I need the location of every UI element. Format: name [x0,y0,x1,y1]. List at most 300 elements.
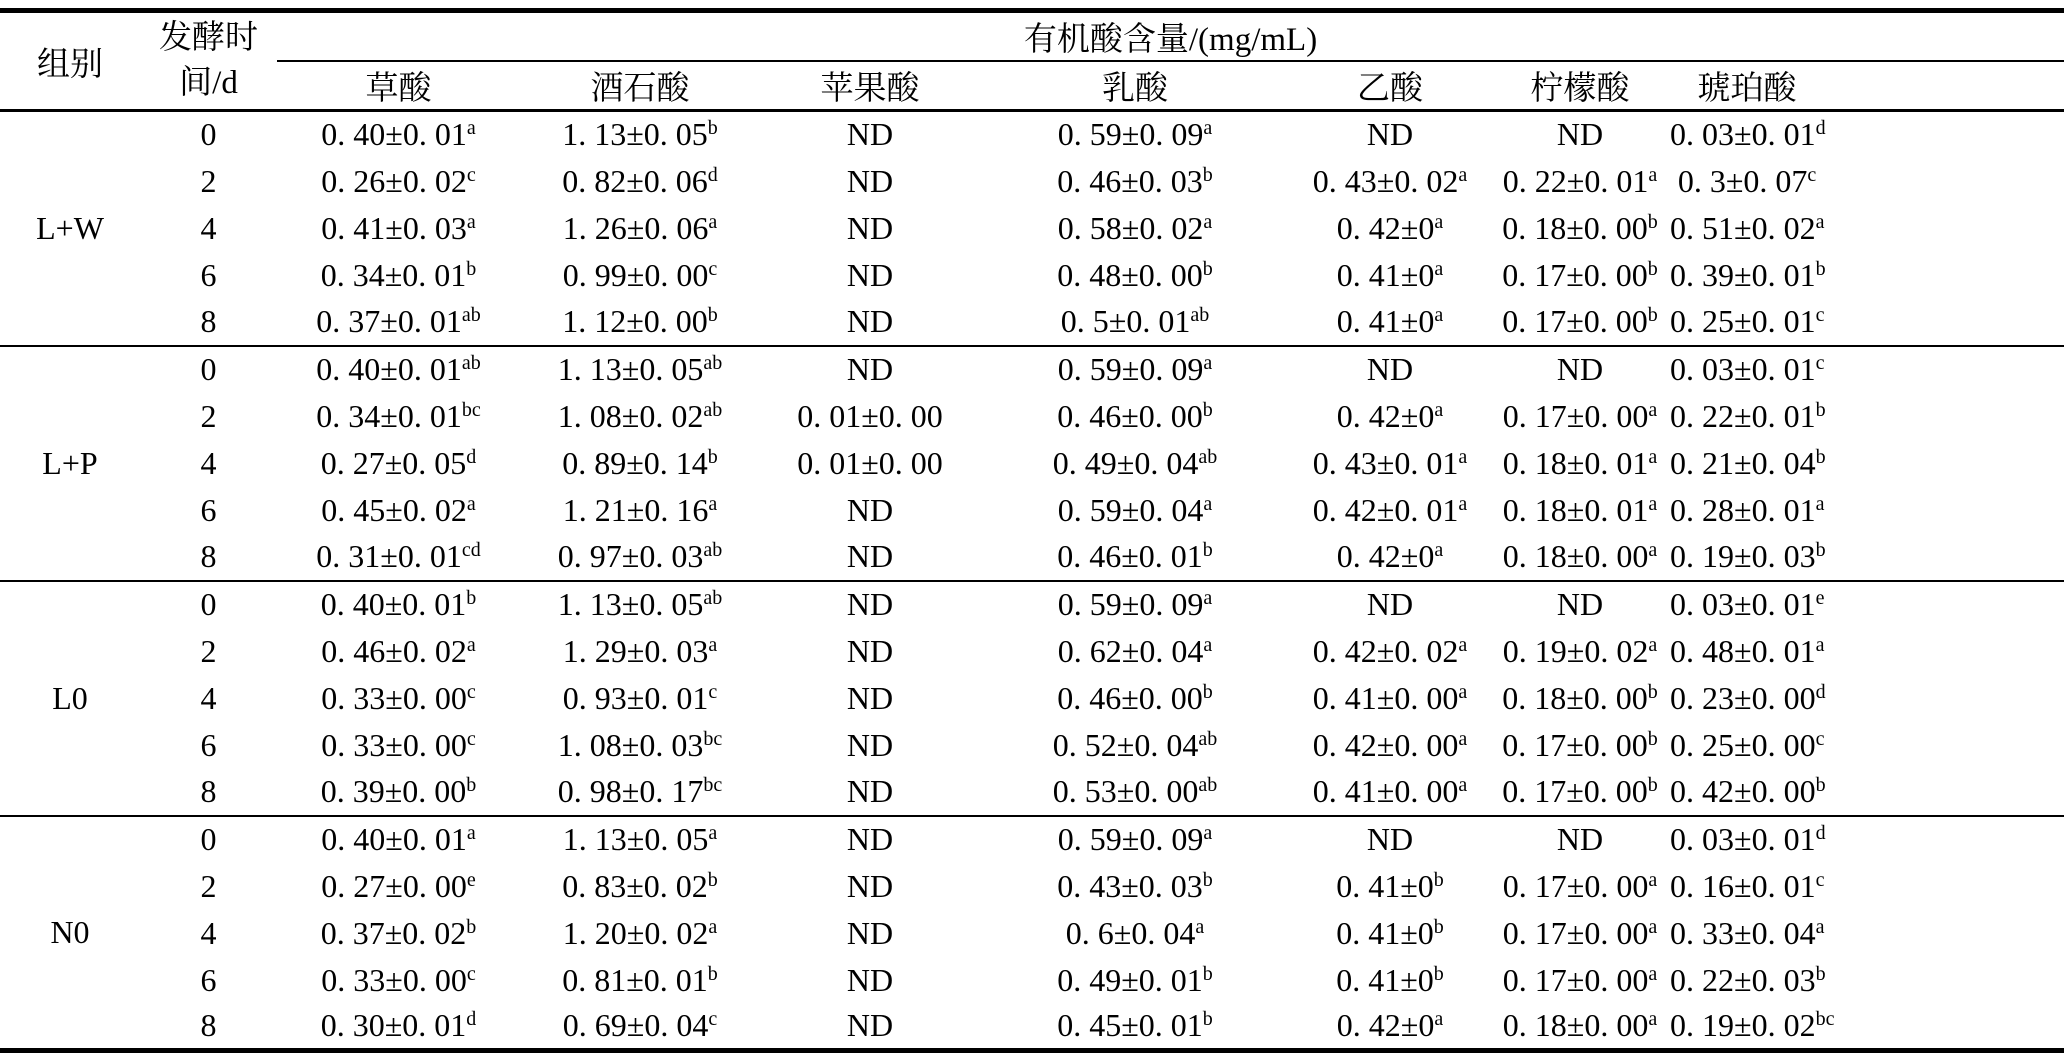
acid-value-cell [1290,252,1490,299]
acid-value-cell [1490,346,1670,393]
significance-letter: a [1434,210,1444,233]
acid-value: 0. 03±0. 01 [1670,586,1816,622]
significance-letter: a [708,492,718,515]
significance-letter: a [1203,117,1213,140]
acid-value: 0. 3±0. 07 [1677,162,1808,199]
significance-letter: b [1202,868,1213,891]
acid-header-tartaric: 酒石酸 [520,61,760,111]
fermentation-day: 2 [200,867,217,904]
significance-letter: a [466,117,476,140]
acid-value-cell [1290,1004,1490,1051]
acid-value-cell [760,393,980,440]
acid-value-cell [520,722,760,769]
significance-letter: a [1648,915,1658,938]
acid-value: 1. 26±0. 06 [562,209,709,246]
acid-value: 0. 89±0. 14 [562,444,708,481]
acid-value-cell [980,534,1290,581]
acid-value: 0. 40±0. 01 [316,351,462,387]
significance-letter: c [1815,868,1825,891]
significance-letter: ab [1190,304,1210,326]
acid-value-cell [520,863,760,910]
significance-letter: b [1202,1008,1213,1031]
acid-value: ND [846,914,894,951]
significance-letter: ab [703,352,723,374]
acid-value-cell [520,1004,760,1051]
table-row [0,252,2064,299]
acid-value: ND [846,1007,894,1044]
group-column-header: 组别 [0,11,140,111]
acid-value-cell [1490,628,1670,675]
acid-value: 0. 42±0. 00 [1312,726,1459,763]
acid-value-cell [1290,205,1490,252]
significance-letter: b [1202,680,1213,703]
acid-value: 0. 40±0. 01 [321,821,467,857]
acid-value-cell [1290,910,1490,957]
significance-letter: a [1434,398,1444,421]
acid-value-cell [277,863,520,910]
acid-value-cell [520,487,760,534]
acid-value-cell [277,252,520,299]
significance-letter: a [1203,822,1213,844]
acid-value-cell [980,816,1290,863]
time-column-header [140,11,277,111]
acid-value: 1. 12±0. 00 [562,303,708,339]
acid-value: 0. 01±0. 00 [797,444,943,481]
acid-value: 1. 13±0. 05 [562,116,708,153]
acid-value: 0. 26±0. 02 [321,162,467,199]
acid-value: 1. 13±0. 05 [557,586,704,622]
acid-value-cell [1670,252,2064,299]
acid-value: ND [1556,586,1604,622]
acid-value: 0. 41±0 [1336,256,1435,293]
acid-value-cell [760,816,980,863]
acid-value-cell [760,205,980,252]
acid-value: 0. 42±0 [1336,209,1435,246]
significance-letter: a [466,822,476,844]
acid-value: 0. 39±0. 01 [1670,256,1816,293]
significance-letter: a [466,210,476,233]
fermentation-day: 4 [200,914,217,951]
acid-value-cell [760,252,980,299]
acid-value-cell [760,534,980,581]
acid-value-cell [1490,487,1670,534]
acid-value-cell [760,722,980,769]
acid-value: 0. 17±0. 00 [1502,397,1649,434]
table-row [0,111,2064,158]
acid-value: 0. 6±0. 04 [1065,914,1196,951]
acid-value-cell [1670,581,2064,628]
acid-value-cell [980,675,1290,722]
significance-letter: a [1648,962,1658,985]
header-row-top [0,11,2064,62]
acid-value-cell [1490,769,1670,816]
significance-letter: b [1433,915,1444,938]
acid-value: 0. 25±0. 01 [1670,303,1816,339]
acid-value: 0. 43±0. 01 [1312,444,1459,481]
acid-value-cell [760,910,980,957]
table-row [0,440,2064,487]
acid-value-cell [1670,440,2064,487]
table-row [0,675,2064,722]
fermentation-day: 4 [200,679,217,716]
significance-letter: b [707,445,718,468]
acid-value-cell [1490,957,1670,1004]
acid-value: 0. 17±0. 00 [1502,773,1648,809]
acid-value-cell [980,863,1290,910]
table-row [0,205,2064,252]
acid-value-cell [520,675,760,722]
acid-value-cell [1490,1004,1670,1051]
acid-value-cell [1290,863,1490,910]
acid-value-cell [1670,205,2064,252]
fermentation-day: 4 [200,444,217,481]
acid-value: 0. 33±0. 00 [321,726,467,763]
acid-value-cell [980,769,1290,816]
acid-value: ND [846,491,894,528]
acid-value: 0. 19±0. 03 [1670,538,1816,574]
acid-value-cell [1490,393,1670,440]
acid-value: 0. 41±0 [1336,303,1435,339]
acid-value: 0. 46±0. 01 [1057,538,1203,574]
fermentation-day: 8 [200,773,217,809]
acid-value: 0. 42±0. 00 [1670,773,1816,809]
acid-value-cell [1290,957,1490,1004]
significance-letter: d [707,163,718,186]
acid-value-cell [520,205,760,252]
acid-value: 0. 59±0. 09 [1057,586,1204,622]
significance-letter: a [1458,633,1468,656]
spanner-header: 有机酸含量/(mg/mL) [277,11,2064,62]
acid-value: ND [1366,586,1414,622]
significance-letter: d [466,445,477,468]
acid-value: 0. 37±0. 02 [320,914,467,951]
acid-value: 0. 53±0. 00 [1052,773,1199,809]
acid-value: 0. 18±0. 01 [1502,444,1649,481]
significance-letter: ab [461,352,481,374]
acid-value: 0. 62±0. 04 [1057,632,1204,669]
acid-value-cell [1290,299,1490,346]
acid-value: 0. 17±0. 00 [1502,961,1649,998]
significance-letter: a [708,633,718,656]
acid-value: ND [846,303,894,339]
acid-value-cell [277,957,520,1004]
significance-letter: a [1458,163,1468,186]
acid-value-cell [277,628,520,675]
table-row [0,722,2064,769]
significance-letter: b [1815,774,1826,796]
significance-letter: a [1195,915,1205,938]
significance-letter: a [1434,257,1444,280]
significance-letter: a [1203,633,1213,656]
acid-value: 0. 19±0. 02 [1502,632,1649,669]
acid-value-cell [980,299,1290,346]
acid-value: 0. 42±0. 01 [1312,491,1459,528]
acid-value-cell [980,910,1290,957]
acid-value: 0. 19±0. 02 [1670,1007,1816,1044]
acid-value-cell [760,769,980,816]
significance-letter: a [1434,539,1444,561]
significance-letter: a [1203,352,1213,374]
acid-value-cell [277,299,520,346]
significance-letter: a [1458,680,1468,703]
acid-value: 0. 42±0 [1336,1007,1435,1044]
acid-value: ND [1366,821,1414,857]
acid-value-cell [980,628,1290,675]
significance-letter: b [466,257,477,280]
acid-value: 0. 59±0. 09 [1057,821,1204,857]
acid-value: 0. 37±0. 01 [316,303,462,339]
table-row [0,534,2064,581]
table-row [0,581,2064,628]
fermentation-day: 0 [140,346,277,393]
acid-value-cell [1670,863,2064,910]
acid-value: 0. 46±0. 03 [1057,162,1203,199]
acid-value: 0. 41±0 [1336,914,1434,951]
acid-value: 0. 22±0. 01 [1502,162,1649,199]
acid-value: 0. 45±0. 01 [1057,1007,1203,1044]
significance-letter: a [1458,445,1468,468]
significance-letter: d [1815,680,1826,703]
acid-value-cell [760,863,980,910]
acid-value: 0. 49±0. 01 [1057,961,1203,998]
acid-value-cell [760,675,980,722]
acid-value: ND [1366,351,1414,387]
acid-value: 0. 69±0. 04 [562,1007,709,1044]
table-row [0,1004,2064,1051]
acid-value-cell [1670,675,2064,722]
significance-letter: b [1647,774,1658,796]
significance-letter: b [1647,680,1658,703]
acid-value: 0. 42±0 [1336,538,1435,574]
fermentation-day: 2 [200,162,217,199]
significance-letter: c [466,680,476,703]
acid-value-cell [1670,957,2064,1004]
acid-value-cell [1290,111,1490,158]
significance-letter: c [466,727,476,750]
acid-value: 0. 17±0. 00 [1502,867,1649,904]
significance-letter: a [1458,492,1468,515]
table-row [0,628,2064,675]
acid-value: 0. 42±0. 02 [1312,632,1459,669]
acid-value-cell [980,158,1290,205]
acid-value: 0. 97±0. 03 [557,538,704,574]
acid-value-cell [277,910,520,957]
significance-letter: a [1648,1008,1658,1031]
acid-value: 0. 58±0. 02 [1057,209,1204,246]
significance-letter: a [1434,304,1444,326]
acid-value-cell [520,158,760,205]
significance-letter: b [1647,727,1658,750]
acid-value-cell [277,346,520,393]
acid-value-cell [760,440,980,487]
acid-value-cell [520,816,760,863]
acid-value: 0. 43±0. 02 [1312,162,1459,199]
acid-value: 0. 30±0. 01 [320,1007,467,1044]
acid-value-cell [1670,769,2064,816]
acid-value-cell [980,440,1290,487]
acid-value-cell [760,1004,980,1051]
acid-value-cell [980,111,1290,158]
acid-value: ND [846,162,894,199]
acid-value: ND [846,116,894,153]
significance-letter: a [1203,210,1213,233]
significance-letter: a [708,210,718,233]
significance-letter: b [1647,304,1658,326]
significance-letter: c [1815,304,1825,326]
significance-letter: ab [703,539,723,561]
significance-letter: a [708,915,718,938]
acid-value-cell [980,581,1290,628]
acid-value-cell [980,252,1290,299]
acid-value: ND [846,679,894,716]
acid-value-cell [277,816,520,863]
acid-value: 0. 98±0. 17 [557,773,704,809]
table-header [0,11,2064,111]
acid-value: 1. 08±0. 03 [557,726,704,763]
significance-letter: bc [1815,1008,1835,1031]
acid-value-cell [1490,111,1670,158]
acid-value: 0. 21±0. 04 [1670,444,1816,481]
acid-value-cell [277,205,520,252]
significance-letter: ab [1198,727,1218,750]
acid-value-cell [277,393,520,440]
acid-value: 0. 23±0. 00 [1670,679,1816,716]
significance-letter: c [708,1008,718,1031]
significance-letter: a [708,822,718,844]
acid-value-cell [1670,158,2064,205]
significance-letter: a [1815,633,1825,656]
acid-value-cell [1290,675,1490,722]
acid-value: 0. 18±0. 00 [1502,209,1648,246]
acid-value: ND [846,867,894,904]
significance-letter: ab [703,398,723,421]
significance-letter: a [1648,539,1658,561]
acid-value: 0. 18±0. 00 [1502,1007,1649,1044]
acid-value: ND [846,726,894,763]
significance-letter: b [466,774,477,796]
acid-value: 0. 39±0. 00 [320,773,467,809]
acid-value-cell [1290,393,1490,440]
acid-value: 0. 17±0. 00 [1502,256,1648,293]
acid-value: 0. 42±0 [1336,397,1435,434]
significance-letter: bc [703,727,723,750]
acid-value-cell [1490,910,1670,957]
acid-value: 0. 82±0. 06 [562,162,708,199]
acid-value: 0. 18±0. 00 [1502,679,1648,716]
acid-value: 0. 27±0. 05 [320,444,467,481]
acid-value-cell [1290,581,1490,628]
significance-letter: ab [1198,774,1218,796]
acid-value: 0. 33±0. 00 [321,961,467,998]
acid-value: 0. 41±0 [1336,867,1434,904]
acid-value: 0. 34±0. 01 [320,256,467,293]
acid-value-cell [1670,487,2064,534]
acid-value-cell [277,769,520,816]
acid-value-cell [760,581,980,628]
acid-value-cell [520,957,760,1004]
acid-value-cell [520,252,760,299]
significance-letter: a [1648,633,1658,656]
significance-letter: a [1815,915,1825,938]
acid-value-cell [1670,534,2064,581]
table-row [0,158,2064,205]
significance-letter: b [1647,210,1658,233]
acid-value: 1. 13±0. 05 [557,351,704,387]
significance-letter: c [708,257,718,280]
fermentation-day: 0 [200,116,217,153]
acid-value: 0. 31±0. 01 [316,538,462,574]
acid-value: 0. 33±0. 04 [1670,914,1816,951]
acid-value: 0. 99±0. 00 [562,256,709,293]
acid-value: 0. 18±0. 01 [1502,491,1649,528]
significance-letter: c [708,680,718,703]
significance-letter: bc [461,398,481,421]
significance-letter: b [1202,163,1213,186]
acid-value-cell [1490,722,1670,769]
significance-letter: d [466,1008,477,1031]
significance-letter: b [1815,445,1826,468]
fermentation-day: 2 [200,632,217,669]
acid-value: 0. 17±0. 00 [1502,303,1648,339]
significance-letter: a [466,633,476,656]
significance-letter: a [1203,587,1213,609]
organic-acid-table [0,8,2064,1053]
acid-value: 0. 28±0. 01 [1670,491,1816,528]
acid-value-cell [277,440,520,487]
acid-value-cell [520,910,760,957]
acid-value-cell [1490,675,1670,722]
acid-value: 0. 5±0. 01 [1060,303,1191,339]
acid-value-cell [1670,111,2064,158]
significance-letter: b [1433,868,1444,891]
acid-value: 0. 17±0. 00 [1502,914,1649,951]
acid-value: 0. 59±0. 09 [1057,351,1204,387]
significance-letter: cd [461,539,481,561]
acid-value-cell [520,440,760,487]
acid-value: 0. 18±0. 00 [1502,538,1649,574]
acid-value-cell [1670,1004,2064,1051]
acid-value: 0. 41±0. 00 [1312,773,1459,809]
significance-letter: b [466,915,477,938]
significance-letter: b [707,962,718,985]
acid-value-cell [1290,440,1490,487]
group-name: L0 [0,581,140,816]
acid-value-cell [1670,628,2064,675]
acid-value-cell [277,534,520,581]
acid-value-cell [1490,299,1670,346]
table-row [0,346,2064,393]
acid-value: 0. 93±0. 01 [562,679,709,716]
table-row [0,816,2064,863]
table-row [0,299,2064,346]
acid-value: 0. 40±0. 01 [320,586,467,622]
acid-value-cell [760,957,980,1004]
acid-value: ND [1556,351,1604,387]
acid-value: 0. 03±0. 01 [1670,116,1816,153]
table-row [0,487,2064,534]
significance-letter: ab [1198,445,1218,468]
fermentation-day: 0 [140,581,277,628]
acid-value: 0. 51±0. 02 [1670,209,1816,246]
acid-value: ND [846,632,894,669]
acid-value: ND [846,961,894,998]
acid-value: ND [846,773,894,809]
acid-value-cell [980,205,1290,252]
significance-letter: c [1815,727,1825,750]
significance-letter: a [1434,1008,1444,1031]
acid-value-cell [520,393,760,440]
acid-value-cell [760,346,980,393]
